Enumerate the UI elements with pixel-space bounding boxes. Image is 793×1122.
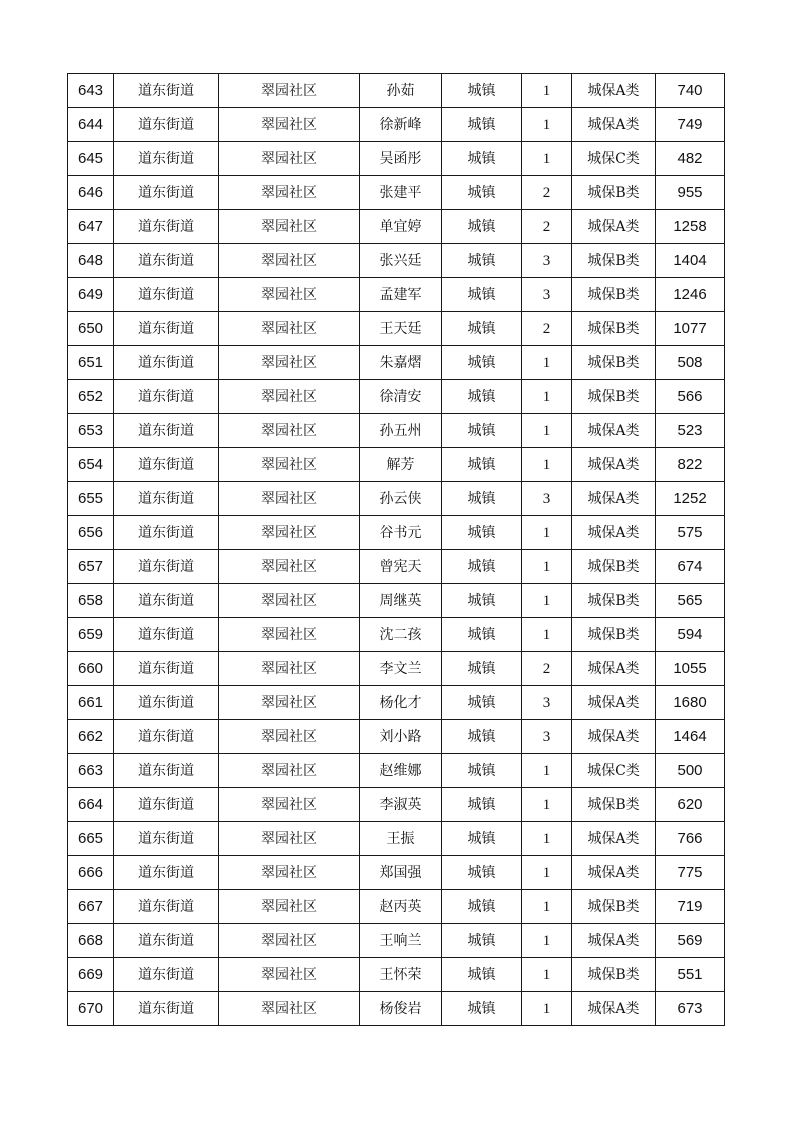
street-cell: 道东街道 <box>114 414 219 448</box>
row-number-cell: 658 <box>68 584 114 618</box>
community-cell: 翠园社区 <box>219 754 360 788</box>
community-cell: 翠园社区 <box>219 584 360 618</box>
category-cell: 城保A类 <box>572 516 656 550</box>
street-cell: 道东街道 <box>114 142 219 176</box>
household-type-cell: 城镇 <box>442 856 522 890</box>
household-type-cell: 城镇 <box>442 414 522 448</box>
community-cell: 翠园社区 <box>219 108 360 142</box>
street-cell: 道东街道 <box>114 278 219 312</box>
community-cell: 翠园社区 <box>219 380 360 414</box>
persons-cell: 3 <box>522 482 572 516</box>
community-cell: 翠园社区 <box>219 244 360 278</box>
name-cell: 张兴廷 <box>360 244 442 278</box>
persons-cell: 1 <box>522 108 572 142</box>
household-type-cell: 城镇 <box>442 448 522 482</box>
category-cell: 城保A类 <box>572 720 656 754</box>
row-number-cell: 665 <box>68 822 114 856</box>
name-cell: 杨俊岩 <box>360 992 442 1026</box>
household-type-cell: 城镇 <box>442 312 522 346</box>
row-number-cell: 646 <box>68 176 114 210</box>
recipient-table <box>67 73 725 1026</box>
category-cell: 城保B类 <box>572 346 656 380</box>
table-row <box>68 312 725 346</box>
street-cell: 道东街道 <box>114 618 219 652</box>
table-body <box>68 74 725 1026</box>
table-row <box>68 550 725 584</box>
table-row <box>68 108 725 142</box>
household-type-cell: 城镇 <box>442 346 522 380</box>
table-row <box>68 74 725 108</box>
row-number-cell: 648 <box>68 244 114 278</box>
persons-cell: 1 <box>522 584 572 618</box>
street-cell: 道东街道 <box>114 516 219 550</box>
amount-cell: 1055 <box>656 652 725 686</box>
name-cell: 郑国强 <box>360 856 442 890</box>
persons-cell: 1 <box>522 414 572 448</box>
name-cell: 吴函彤 <box>360 142 442 176</box>
category-cell: 城保B类 <box>572 788 656 822</box>
name-cell: 孙茹 <box>360 74 442 108</box>
name-cell: 杨化才 <box>360 686 442 720</box>
community-cell: 翠园社区 <box>219 618 360 652</box>
category-cell: 城保B类 <box>572 584 656 618</box>
table-row <box>68 788 725 822</box>
table-row <box>68 176 725 210</box>
persons-cell: 1 <box>522 924 572 958</box>
table-row <box>68 618 725 652</box>
amount-cell: 482 <box>656 142 725 176</box>
category-cell: 城保B类 <box>572 550 656 584</box>
row-number-cell: 652 <box>68 380 114 414</box>
street-cell: 道东街道 <box>114 856 219 890</box>
amount-cell: 1258 <box>656 210 725 244</box>
street-cell: 道东街道 <box>114 924 219 958</box>
table-row <box>68 210 725 244</box>
table-row <box>68 924 725 958</box>
row-number-cell: 664 <box>68 788 114 822</box>
persons-cell: 2 <box>522 176 572 210</box>
table-row <box>68 448 725 482</box>
name-cell: 赵维娜 <box>360 754 442 788</box>
amount-cell: 594 <box>656 618 725 652</box>
category-cell: 城保B类 <box>572 380 656 414</box>
row-number-cell: 660 <box>68 652 114 686</box>
persons-cell: 1 <box>522 550 572 584</box>
category-cell: 城保A类 <box>572 108 656 142</box>
category-cell: 城保B类 <box>572 618 656 652</box>
category-cell: 城保A类 <box>572 992 656 1026</box>
table-row <box>68 516 725 550</box>
row-number-cell: 663 <box>68 754 114 788</box>
community-cell: 翠园社区 <box>219 176 360 210</box>
row-number-cell: 645 <box>68 142 114 176</box>
persons-cell: 2 <box>522 312 572 346</box>
street-cell: 道东街道 <box>114 448 219 482</box>
community-cell: 翠园社区 <box>219 516 360 550</box>
household-type-cell: 城镇 <box>442 584 522 618</box>
household-type-cell: 城镇 <box>442 142 522 176</box>
row-number-cell: 670 <box>68 992 114 1026</box>
persons-cell: 1 <box>522 346 572 380</box>
household-type-cell: 城镇 <box>442 686 522 720</box>
table-row <box>68 584 725 618</box>
amount-cell: 500 <box>656 754 725 788</box>
category-cell: 城保B类 <box>572 278 656 312</box>
household-type-cell: 城镇 <box>442 108 522 142</box>
street-cell: 道东街道 <box>114 652 219 686</box>
table-row <box>68 278 725 312</box>
name-cell: 沈二孩 <box>360 618 442 652</box>
name-cell: 朱嘉熠 <box>360 346 442 380</box>
row-number-cell: 661 <box>68 686 114 720</box>
row-number-cell: 656 <box>68 516 114 550</box>
category-cell: 城保A类 <box>572 448 656 482</box>
table-row <box>68 652 725 686</box>
table-row <box>68 890 725 924</box>
household-type-cell: 城镇 <box>442 380 522 414</box>
name-cell: 孟建军 <box>360 278 442 312</box>
row-number-cell: 666 <box>68 856 114 890</box>
row-number-cell: 655 <box>68 482 114 516</box>
row-number-cell: 657 <box>68 550 114 584</box>
community-cell: 翠园社区 <box>219 924 360 958</box>
street-cell: 道东街道 <box>114 686 219 720</box>
category-cell: 城保A类 <box>572 74 656 108</box>
name-cell: 解芳 <box>360 448 442 482</box>
row-number-cell: 647 <box>68 210 114 244</box>
row-number-cell: 662 <box>68 720 114 754</box>
table-row <box>68 958 725 992</box>
street-cell: 道东街道 <box>114 482 219 516</box>
name-cell: 单宜婷 <box>360 210 442 244</box>
category-cell: 城保B类 <box>572 958 656 992</box>
amount-cell: 766 <box>656 822 725 856</box>
community-cell: 翠园社区 <box>219 550 360 584</box>
amount-cell: 775 <box>656 856 725 890</box>
category-cell: 城保A类 <box>572 414 656 448</box>
street-cell: 道东街道 <box>114 584 219 618</box>
table-row <box>68 992 725 1026</box>
persons-cell: 1 <box>522 822 572 856</box>
street-cell: 道东街道 <box>114 550 219 584</box>
persons-cell: 1 <box>522 856 572 890</box>
street-cell: 道东街道 <box>114 720 219 754</box>
persons-cell: 3 <box>522 244 572 278</box>
household-type-cell: 城镇 <box>442 550 522 584</box>
row-number-cell: 668 <box>68 924 114 958</box>
row-number-cell: 659 <box>68 618 114 652</box>
community-cell: 翠园社区 <box>219 992 360 1026</box>
household-type-cell: 城镇 <box>442 788 522 822</box>
street-cell: 道东街道 <box>114 176 219 210</box>
amount-cell: 569 <box>656 924 725 958</box>
amount-cell: 1252 <box>656 482 725 516</box>
community-cell: 翠园社区 <box>219 142 360 176</box>
household-type-cell: 城镇 <box>442 278 522 312</box>
name-cell: 孙五州 <box>360 414 442 448</box>
name-cell: 孙云侠 <box>360 482 442 516</box>
amount-cell: 719 <box>656 890 725 924</box>
table-row <box>68 414 725 448</box>
street-cell: 道东街道 <box>114 210 219 244</box>
name-cell: 李文兰 <box>360 652 442 686</box>
community-cell: 翠园社区 <box>219 856 360 890</box>
row-number-cell: 669 <box>68 958 114 992</box>
street-cell: 道东街道 <box>114 346 219 380</box>
street-cell: 道东街道 <box>114 890 219 924</box>
amount-cell: 1077 <box>656 312 725 346</box>
category-cell: 城保A类 <box>572 686 656 720</box>
community-cell: 翠园社区 <box>219 74 360 108</box>
community-cell: 翠园社区 <box>219 652 360 686</box>
persons-cell: 1 <box>522 74 572 108</box>
household-type-cell: 城镇 <box>442 618 522 652</box>
persons-cell: 3 <box>522 278 572 312</box>
table-row <box>68 720 725 754</box>
household-type-cell: 城镇 <box>442 210 522 244</box>
name-cell: 王响兰 <box>360 924 442 958</box>
amount-cell: 551 <box>656 958 725 992</box>
table-row <box>68 142 725 176</box>
category-cell: 城保A类 <box>572 210 656 244</box>
community-cell: 翠园社区 <box>219 414 360 448</box>
community-cell: 翠园社区 <box>219 312 360 346</box>
row-number-cell: 651 <box>68 346 114 380</box>
amount-cell: 674 <box>656 550 725 584</box>
category-cell: 城保C类 <box>572 142 656 176</box>
row-number-cell: 644 <box>68 108 114 142</box>
street-cell: 道东街道 <box>114 958 219 992</box>
street-cell: 道东街道 <box>114 788 219 822</box>
row-number-cell: 653 <box>68 414 114 448</box>
persons-cell: 2 <box>522 652 572 686</box>
name-cell: 曾宪天 <box>360 550 442 584</box>
amount-cell: 822 <box>656 448 725 482</box>
community-cell: 翠园社区 <box>219 210 360 244</box>
household-type-cell: 城镇 <box>442 516 522 550</box>
row-number-cell: 643 <box>68 74 114 108</box>
amount-cell: 1246 <box>656 278 725 312</box>
amount-cell: 955 <box>656 176 725 210</box>
amount-cell: 749 <box>656 108 725 142</box>
amount-cell: 673 <box>656 992 725 1026</box>
persons-cell: 1 <box>522 754 572 788</box>
community-cell: 翠园社区 <box>219 278 360 312</box>
household-type-cell: 城镇 <box>442 482 522 516</box>
household-type-cell: 城镇 <box>442 720 522 754</box>
row-number-cell: 667 <box>68 890 114 924</box>
amount-cell: 1680 <box>656 686 725 720</box>
category-cell: 城保B类 <box>572 890 656 924</box>
table-row <box>68 346 725 380</box>
category-cell: 城保A类 <box>572 652 656 686</box>
row-number-cell: 649 <box>68 278 114 312</box>
household-type-cell: 城镇 <box>442 754 522 788</box>
persons-cell: 1 <box>522 380 572 414</box>
community-cell: 翠园社区 <box>219 448 360 482</box>
row-number-cell: 650 <box>68 312 114 346</box>
household-type-cell: 城镇 <box>442 992 522 1026</box>
household-type-cell: 城镇 <box>442 958 522 992</box>
name-cell: 王振 <box>360 822 442 856</box>
category-cell: 城保B类 <box>572 176 656 210</box>
persons-cell: 1 <box>522 992 572 1026</box>
name-cell: 刘小路 <box>360 720 442 754</box>
community-cell: 翠园社区 <box>219 720 360 754</box>
table-row <box>68 686 725 720</box>
street-cell: 道东街道 <box>114 244 219 278</box>
name-cell: 王怀荣 <box>360 958 442 992</box>
amount-cell: 566 <box>656 380 725 414</box>
street-cell: 道东街道 <box>114 312 219 346</box>
household-type-cell: 城镇 <box>442 652 522 686</box>
household-type-cell: 城镇 <box>442 822 522 856</box>
street-cell: 道东街道 <box>114 108 219 142</box>
persons-cell: 1 <box>522 958 572 992</box>
street-cell: 道东街道 <box>114 380 219 414</box>
persons-cell: 1 <box>522 448 572 482</box>
category-cell: 城保B类 <box>572 244 656 278</box>
community-cell: 翠园社区 <box>219 686 360 720</box>
amount-cell: 508 <box>656 346 725 380</box>
community-cell: 翠园社区 <box>219 890 360 924</box>
row-number-cell: 654 <box>68 448 114 482</box>
name-cell: 徐清安 <box>360 380 442 414</box>
community-cell: 翠园社区 <box>219 346 360 380</box>
name-cell: 周继英 <box>360 584 442 618</box>
category-cell: 城保C类 <box>572 754 656 788</box>
name-cell: 赵丙英 <box>360 890 442 924</box>
household-type-cell: 城镇 <box>442 890 522 924</box>
amount-cell: 740 <box>656 74 725 108</box>
table-row <box>68 754 725 788</box>
name-cell: 李淑英 <box>360 788 442 822</box>
amount-cell: 1464 <box>656 720 725 754</box>
amount-cell: 1404 <box>656 244 725 278</box>
community-cell: 翠园社区 <box>219 958 360 992</box>
community-cell: 翠园社区 <box>219 822 360 856</box>
household-type-cell: 城镇 <box>442 176 522 210</box>
persons-cell: 2 <box>522 210 572 244</box>
persons-cell: 1 <box>522 788 572 822</box>
table-row <box>68 244 725 278</box>
street-cell: 道东街道 <box>114 74 219 108</box>
persons-cell: 3 <box>522 720 572 754</box>
table-row <box>68 822 725 856</box>
category-cell: 城保B类 <box>572 312 656 346</box>
street-cell: 道东街道 <box>114 992 219 1026</box>
amount-cell: 575 <box>656 516 725 550</box>
street-cell: 道东街道 <box>114 754 219 788</box>
persons-cell: 3 <box>522 686 572 720</box>
community-cell: 翠园社区 <box>219 788 360 822</box>
persons-cell: 1 <box>522 516 572 550</box>
persons-cell: 1 <box>522 890 572 924</box>
name-cell: 张建平 <box>360 176 442 210</box>
name-cell: 谷书元 <box>360 516 442 550</box>
amount-cell: 565 <box>656 584 725 618</box>
household-type-cell: 城镇 <box>442 244 522 278</box>
persons-cell: 1 <box>522 142 572 176</box>
community-cell: 翠园社区 <box>219 482 360 516</box>
table-row <box>68 380 725 414</box>
table-row <box>68 856 725 890</box>
amount-cell: 620 <box>656 788 725 822</box>
category-cell: 城保A类 <box>572 856 656 890</box>
table-row <box>68 482 725 516</box>
persons-cell: 1 <box>522 618 572 652</box>
household-type-cell: 城镇 <box>442 74 522 108</box>
name-cell: 王天廷 <box>360 312 442 346</box>
amount-cell: 523 <box>656 414 725 448</box>
household-type-cell: 城镇 <box>442 924 522 958</box>
category-cell: 城保A类 <box>572 924 656 958</box>
category-cell: 城保A类 <box>572 822 656 856</box>
category-cell: 城保A类 <box>572 482 656 516</box>
name-cell: 徐新峰 <box>360 108 442 142</box>
street-cell: 道东街道 <box>114 822 219 856</box>
